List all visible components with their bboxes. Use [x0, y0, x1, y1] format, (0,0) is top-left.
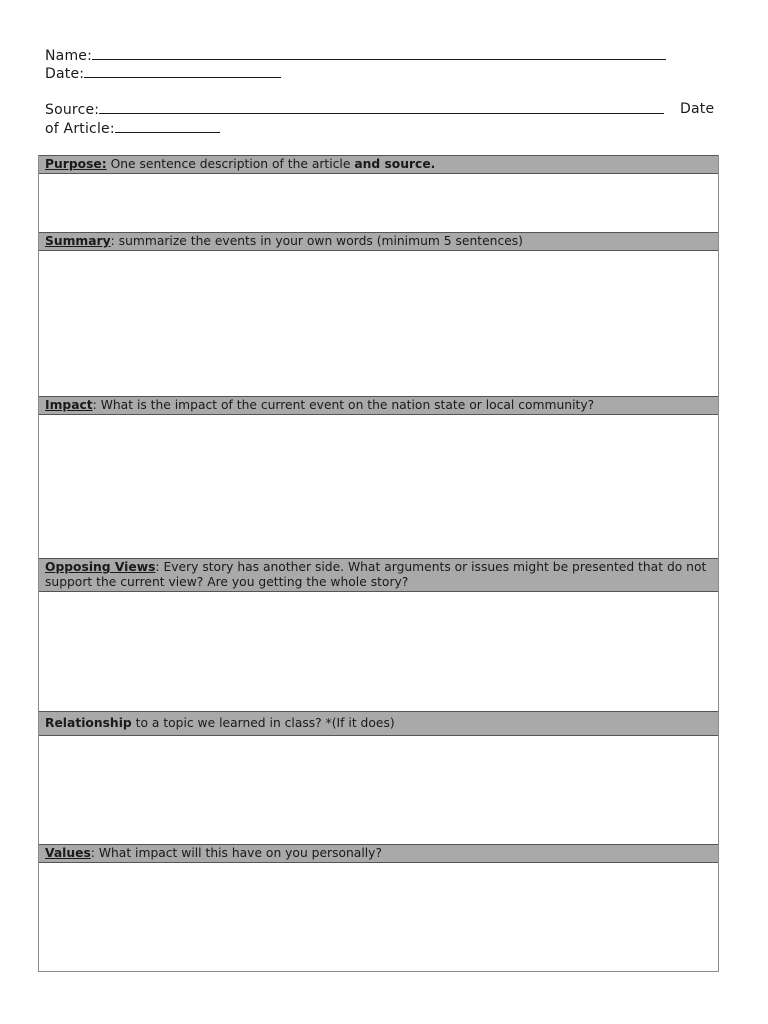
values-prompt: : What impact will this have on you personally? [90, 846, 382, 860]
summary-label: Summary [45, 234, 111, 248]
impact-prompt: : What is the impact of the current event on the nation state or local community? [92, 398, 595, 412]
source-label: Source: [45, 102, 100, 118]
summary-prompt: : summarize the events in your own words (minimum 5 sentences) [110, 234, 523, 248]
name-label: Name: [45, 48, 93, 64]
values-label: Values [45, 846, 91, 860]
purpose-label: Purpose: [45, 157, 107, 171]
date-field[interactable] [84, 65, 281, 78]
relationship-answer[interactable] [39, 736, 718, 844]
relationship-label: Relationship [45, 716, 132, 730]
current-event-form [38, 155, 719, 972]
opposing-views-header [39, 558, 718, 592]
name-field[interactable] [92, 47, 666, 60]
values-header [39, 844, 718, 863]
of-article-label: of Article: [45, 121, 115, 137]
article-date-row [45, 120, 220, 137]
opposing-views-prompt: : Every story has another side. What arguments or issues might be presented that do not support the current view? Are you getting the whole story? [45, 560, 707, 589]
date-of-article-suffix: Date [680, 101, 715, 117]
name-row [45, 47, 666, 64]
purpose-prompt: One sentence description of the article [106, 157, 355, 171]
relationship-prompt: to a topic we learned in class? *(If it does) [131, 716, 395, 730]
relationship-header [39, 711, 718, 736]
date-label: Date: [45, 66, 85, 82]
date-row [45, 65, 281, 82]
article-date-field[interactable] [115, 120, 220, 133]
impact-header [39, 396, 718, 415]
purpose-answer[interactable] [39, 174, 718, 232]
values-answer[interactable] [39, 863, 718, 971]
opposing-views-label: Opposing Views [45, 560, 156, 574]
source-field[interactable] [99, 101, 664, 114]
summary-header [39, 232, 718, 251]
impact-answer[interactable] [39, 415, 718, 558]
purpose-emphasis: and source. [354, 157, 436, 171]
impact-label: Impact [45, 398, 93, 412]
summary-answer[interactable] [39, 251, 718, 396]
opposing-views-answer[interactable] [39, 592, 718, 711]
purpose-header [39, 155, 718, 174]
source-row [45, 101, 664, 118]
